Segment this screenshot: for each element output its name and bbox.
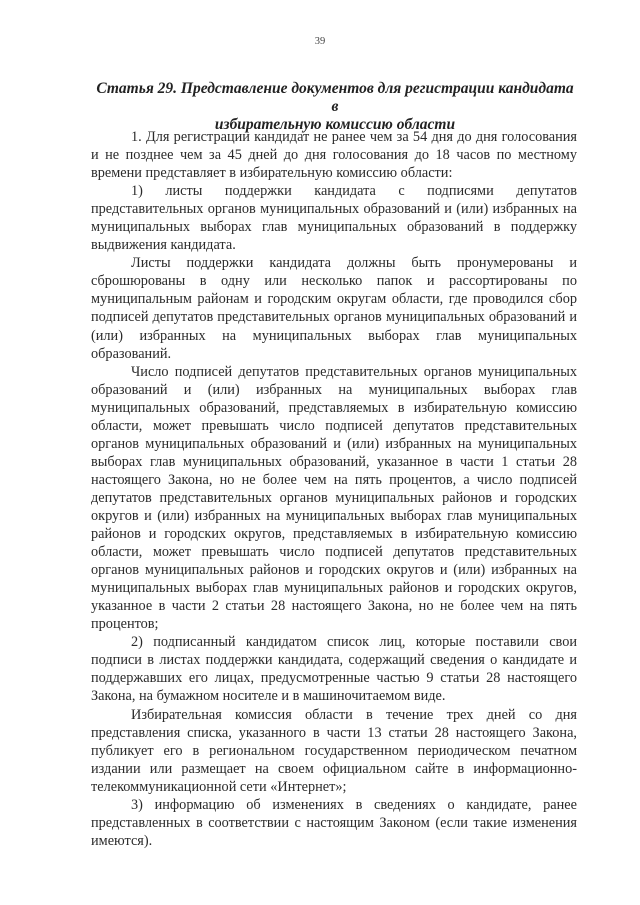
article-title-line-1: Статья 29. Представление документов для регистрации кандидата в <box>96 80 574 115</box>
paragraph-6: Избирательная комиссия области в течение трех дней со дня представления списка, указанного в части 13 статьи 28 настоящего Закона, публикует его в региональном государственном периодическом печатном издании или размещает на своем официальном сайте в информационно-телекоммуникационной сети «Интернет»; <box>91 706 577 795</box>
paragraph-4: Число подписей депутатов представительных органов муниципальных образований и (или) избранных на муниципальных выборах глав муниципальных образований, представляемых в избирательную комиссию области, может превышать число подписей депутатов представительных органов муниципальных образований и (или) избранных на муниципальных выборах глав муниципальных образований, указанное в части 1 статьи 28 настоящего Закона, но не более чем на пять процентов, а число подписей депутатов представительных органов муниципальных районов и городских округов и (или) избранных на муниципальных выборах глав муниципальных районов и городских округов, представляемых в избирательную комиссию области, может превышать число подписей депутатов представительных органов муниципальных районов и городских округов и (или) избранных на муниципальных выборах глав муниципальных районов и городских округов, указанное в части 2 статьи 28 настоящего Закона, но не более чем на пять процентов; <box>91 363 577 633</box>
paragraph-5: 2) подписанный кандидатом список лиц, которые поставили свои подписи в листах поддержки кандидата, содержащий сведения о кандидате и поддержавших его лицах, предусмотренные частью 9 статьи 28 настоящего Закона, на бумажном носителе и в машиночитаемом виде. <box>91 634 577 705</box>
article-title-line-2: избирательную комиссию области <box>214 116 456 133</box>
paragraph-3: Листы поддержки кандидата должны быть пронумерованы и сброшюрованы в одну или несколько папок и рассортированы по муниципальным районам и городским округам области, где проводился сбор подписей депутатов представительных органов муниципальных образований и (или) избранных на муниципальных выборах глав муниципальных образований. <box>91 255 577 362</box>
paragraph-7: 3) информацию об изменениях в сведениях о кандидате, ранее представленных в соответствии с настоящим Законом (если такие изменения имеются). <box>91 796 577 849</box>
page-number: 39 <box>314 36 326 47</box>
paragraph-1: 1. Для регистрации кандидат не ранее чем за 54 дня до дня голосования и не позднее чем за 45 дней до дня голосования до 18 часов по местному времени представляет в избирательную комиссию области: <box>91 129 577 182</box>
article-title <box>92 80 578 134</box>
paragraph-2: 1) листы поддержки кандидата с подписями депутатов представительных органов муниципальных образований и (или) избранных на муниципальных выборах глав муниципальных образований в поддержку выдвижения кандидата. <box>91 183 577 254</box>
article-body <box>91 128 577 850</box>
